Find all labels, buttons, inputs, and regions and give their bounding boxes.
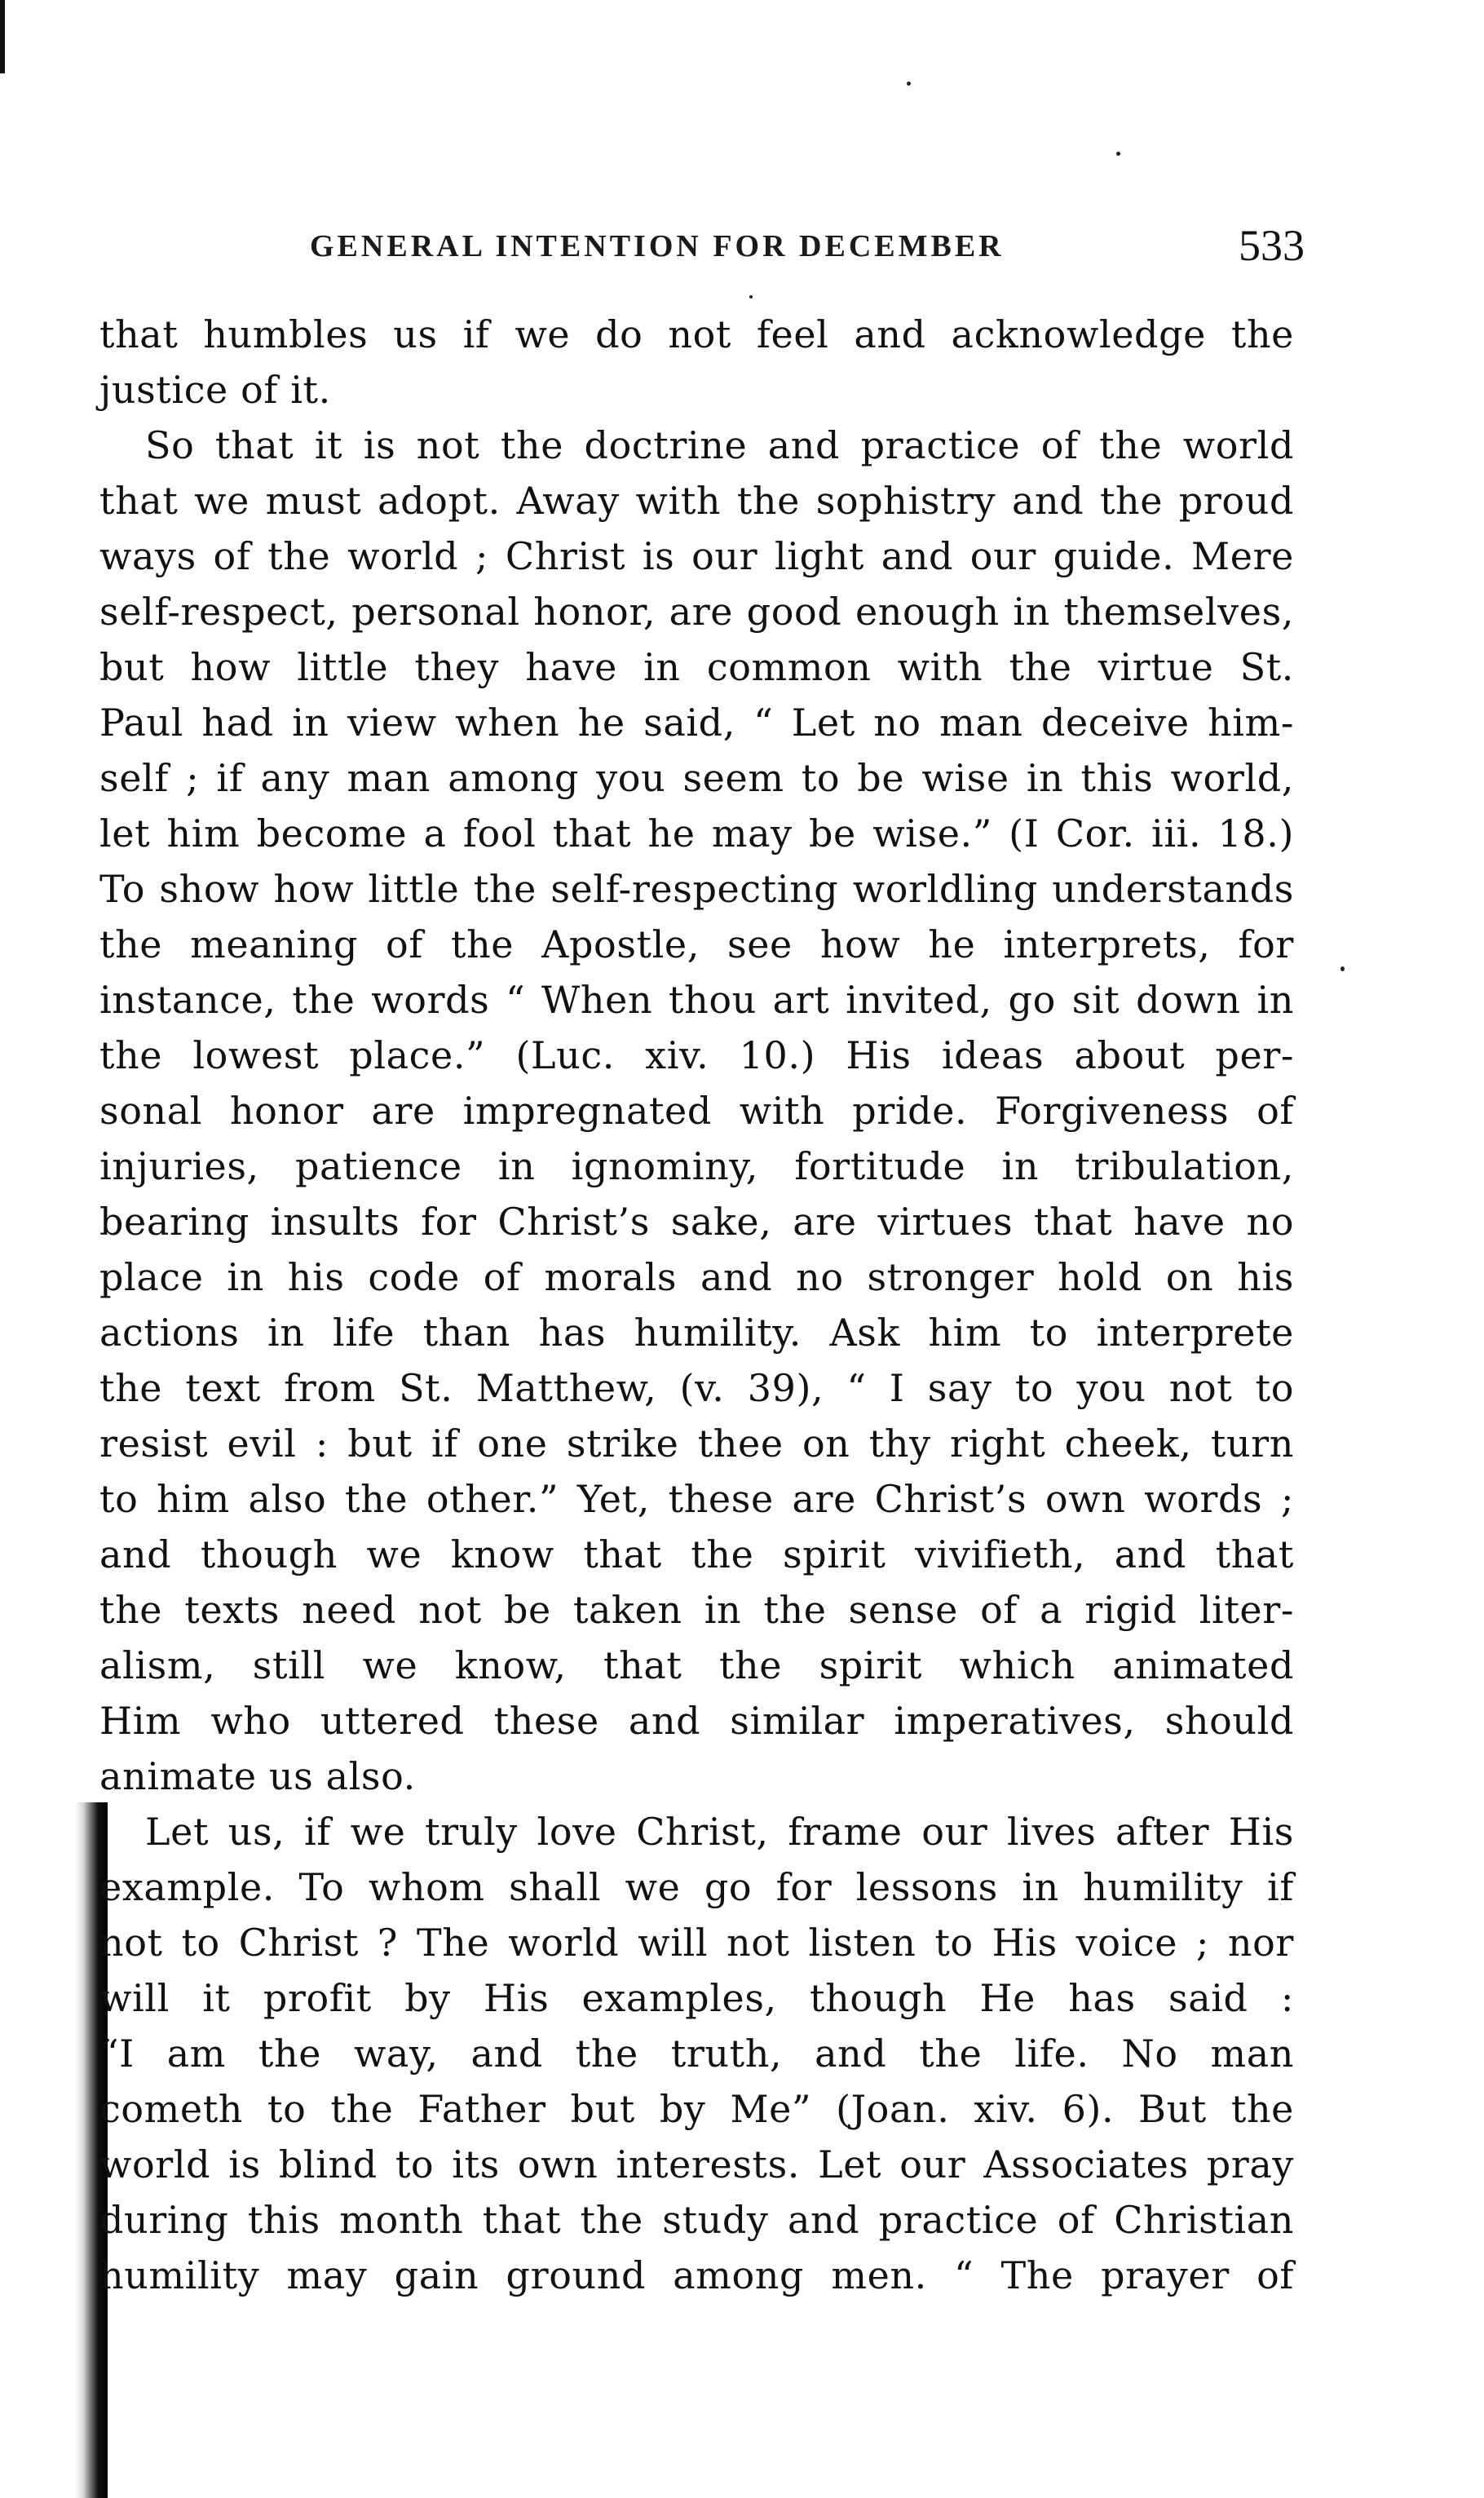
text-line: and though we know that the spirit vivifieth, and that (99, 1532, 1294, 1576)
text-line: instance, the words “ When thou art invited, go sit down in (99, 978, 1294, 1022)
scan-speck (907, 82, 911, 86)
text-line: that we must adopt. Away with the sophistry and the proud (99, 479, 1294, 523)
text-line: to him also the other.” Yet, these are Christ’s own words ; (99, 1477, 1294, 1521)
text-line: the meaning of the Apostle, see how he interprets, for (99, 922, 1294, 966)
text-line: ways of the world ; Christ is our light and our guide. Mere (99, 534, 1294, 578)
text-line: world is blind to its own interests. Let our Associates pray (99, 2142, 1294, 2186)
text-line: “I am the way, and the truth, and the life. No man (99, 2032, 1294, 2076)
text-line: self-respect, personal honor, are good enough in themselves, (99, 590, 1294, 634)
text-line: Paul had in view when he said, “ Let no man deceive him- (99, 701, 1294, 745)
text-line: bearing insults for Christ’s sake, are virtues that have no (99, 1200, 1294, 1244)
text-line: the lowest place.” (Luc. xiv. 10.) His ideas about per- (99, 1033, 1294, 1077)
running-title: GENERAL INTENTION FOR DECEMBER (310, 229, 1005, 263)
text-line: Him who uttered these and similar imperatives, should (99, 1699, 1294, 1743)
text-line: that humbles us if we do not feel and acknowledge the (99, 312, 1294, 356)
text-line: self ; if any man among you seem to be wise in this world, (99, 756, 1294, 800)
text-line: cometh to the Father but by Me” (Joan. xiv. 6). But the (99, 2087, 1294, 2131)
text-line: injuries, patience in ignominy, fortitude in tribulation, (99, 1144, 1294, 1188)
text-line: justice of it. (99, 368, 331, 412)
text-line: resist evil : but if one strike thee on thy right cheek, turn (99, 1421, 1294, 1466)
scan-edge-mark (0, 0, 5, 73)
text-line: not to Christ ? The world will not listen to His voice ; nor (99, 1921, 1294, 1965)
text-line: sonal honor are impregnated with pride. Forgiveness of (99, 1089, 1294, 1133)
text-line: during this month that the study and practice of Christian (99, 2198, 1294, 2242)
text-line: place in his code of morals and no stronger hold on his (99, 1255, 1294, 1299)
text-line: alism, still we know, that the spirit which animated (99, 1643, 1294, 1687)
text-line: animate us also. (99, 1754, 416, 1798)
text-line: but how little they have in common with the virtue St. (99, 645, 1294, 689)
text-line: the text from St. Matthew, (v. 39), “ I say to you not to (99, 1366, 1294, 1410)
text-line: To show how little the self-respecting worldling understands (99, 867, 1294, 911)
scan-speck (749, 295, 753, 298)
text-line: actions in life than has humility. Ask him to interprete (99, 1311, 1294, 1355)
scan-speck (1340, 966, 1345, 971)
text-line: will it profit by His examples, though He has said : (99, 1976, 1294, 2020)
text-line: Let us, if we truly love Christ, frame our lives after His (145, 1810, 1294, 1854)
body-text (99, 307, 1294, 2303)
page-number: 533 (1239, 221, 1305, 270)
text-line: example. To whom shall we go for lessons in humility if (99, 1865, 1294, 1909)
scan-speck (1116, 152, 1120, 156)
text-line: let him become a fool that he may be wise.” (I Cor. iii. 18.) (99, 811, 1294, 856)
text-line: the texts need not be taken in the sense of a rigid liter- (99, 1588, 1294, 1632)
text-line: So that it is not the doctrine and practice of the world (145, 423, 1294, 467)
text-line: humility may gain ground among men. “ The prayer of (99, 2253, 1294, 2297)
